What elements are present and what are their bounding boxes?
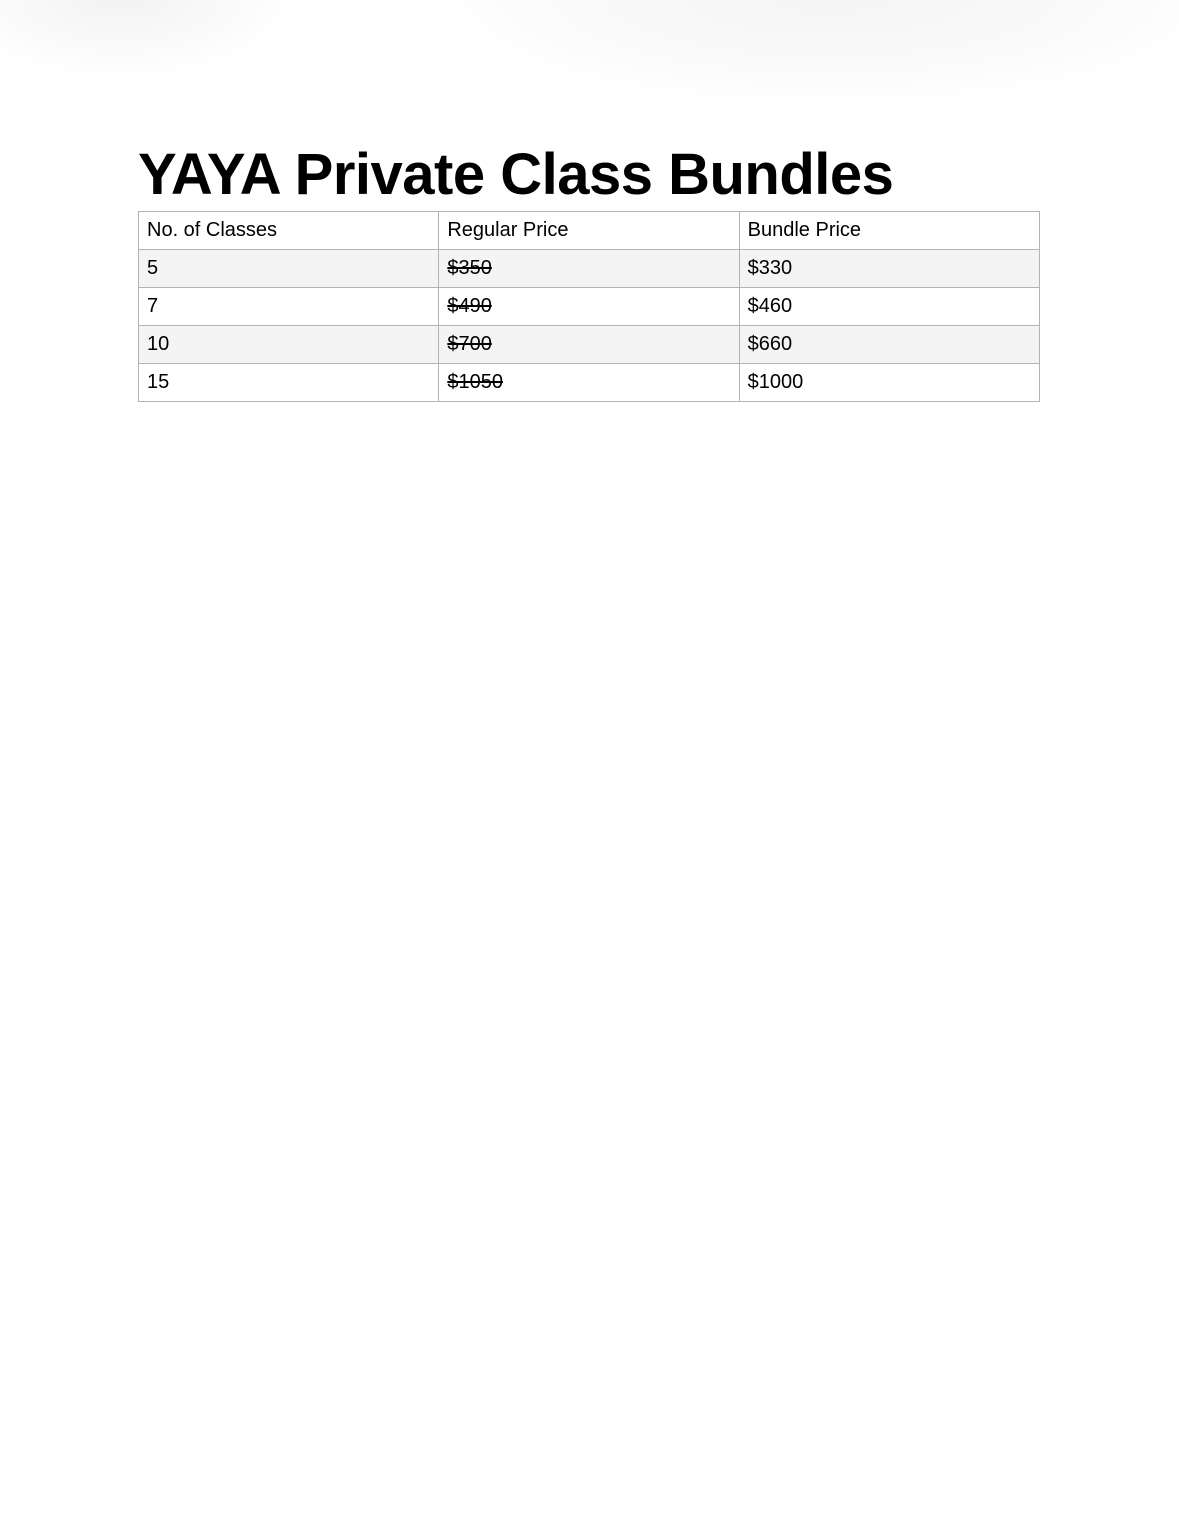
cell-classes: 10 bbox=[139, 326, 439, 364]
header-regular-price: Regular Price bbox=[439, 212, 739, 250]
cell-regular-price bbox=[439, 250, 739, 288]
table-row bbox=[139, 364, 1040, 402]
header-bundle-price: Bundle Price bbox=[739, 212, 1039, 250]
struck-price: $1050 bbox=[447, 371, 503, 393]
cell-regular-price bbox=[439, 326, 739, 364]
document-page bbox=[138, 140, 1040, 402]
cell-regular-price bbox=[439, 288, 739, 326]
cell-bundle-price: $460 bbox=[739, 288, 1039, 326]
cell-classes: 7 bbox=[139, 288, 439, 326]
page-shadow-right bbox=[420, 0, 1179, 110]
cell-bundle-price: $330 bbox=[739, 250, 1039, 288]
struck-price: $350 bbox=[447, 257, 492, 279]
table-row bbox=[139, 250, 1040, 288]
cell-classes: 15 bbox=[139, 364, 439, 402]
struck-price: $490 bbox=[447, 295, 492, 317]
cell-bundle-price: $1000 bbox=[739, 364, 1039, 402]
table-header-row bbox=[139, 212, 1040, 250]
table-row bbox=[139, 326, 1040, 364]
struck-price: $700 bbox=[447, 333, 492, 355]
bundle-price-table bbox=[138, 211, 1040, 402]
header-no-of-classes: No. of Classes bbox=[139, 212, 439, 250]
table-row bbox=[139, 288, 1040, 326]
cell-classes: 5 bbox=[139, 250, 439, 288]
cell-bundle-price: $660 bbox=[739, 326, 1039, 364]
page-shadow-left bbox=[0, 0, 300, 80]
cell-regular-price bbox=[439, 364, 739, 402]
page-title: YAYA Private Class Bundles bbox=[138, 142, 894, 207]
